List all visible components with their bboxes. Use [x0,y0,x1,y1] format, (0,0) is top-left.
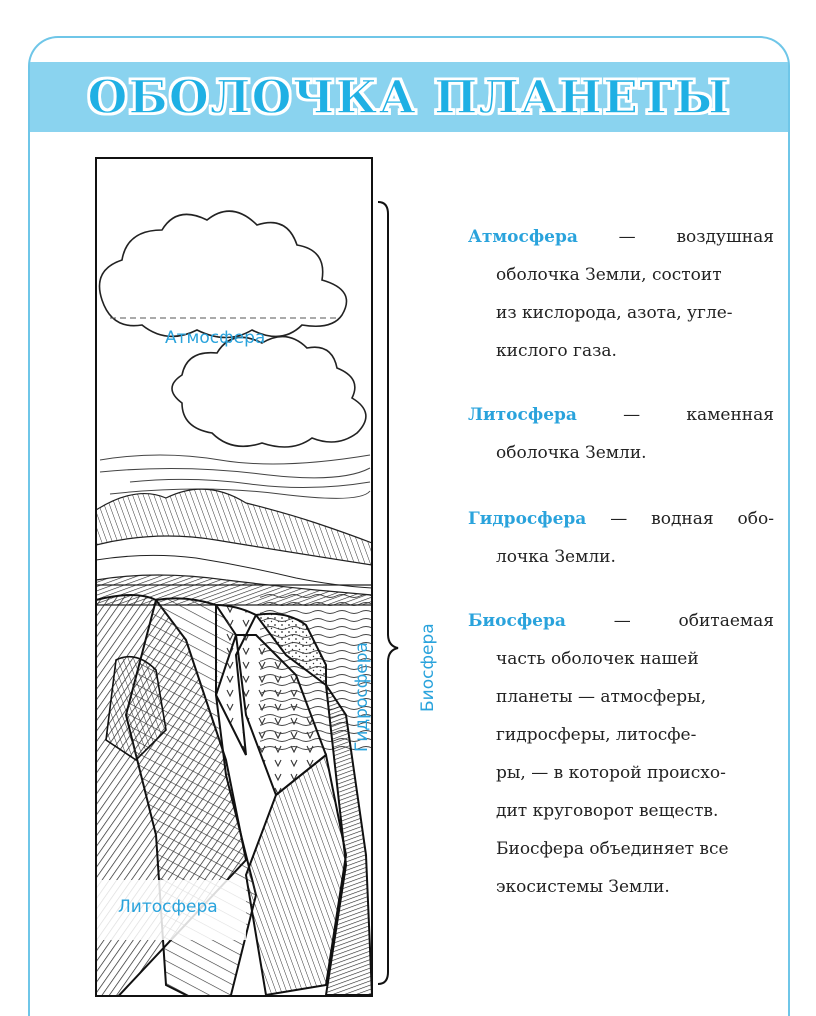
label-lithosphere: Литосфера [118,897,218,917]
label-hydrosphere: Гидросфера [352,642,372,752]
definition-atmosphere: Атмосфера — воздушная оболочка Земли, состоит из кислорода, азота, угле- кислого газа. [468,227,774,361]
label-biosphere: Биосфера [418,623,438,712]
definition-lithosphere: Литосфера — каменная оболочка Земли. [468,405,774,463]
definition-biosphere: Биосфера — обитаемая часть оболочек нашей планеты — атмосферы, гидросферы, литосфе- ры, — в которой происхо- дит круговорот веществ. Биосфера объединяет все экосистемы Земли. [468,611,774,897]
label-atmosphere: Атмосфера [165,328,266,348]
cloud-middle [172,337,366,447]
page-title: ОБОЛОЧКА ПЛАНЕТЫ [87,70,731,124]
term-lithosphere: Литосфера [468,405,577,425]
definition-hydrosphere: Гидросфера — водная обо- лочка Земли. [468,509,774,567]
cloud-upper [100,211,347,337]
term-atmosphere: Атмосфера [468,227,578,247]
biosphere-brace [378,202,398,984]
term-hydrosphere: Гидросфера [468,509,587,529]
definitions-list [468,218,774,906]
term-biosphere: Биосфера [468,611,566,631]
